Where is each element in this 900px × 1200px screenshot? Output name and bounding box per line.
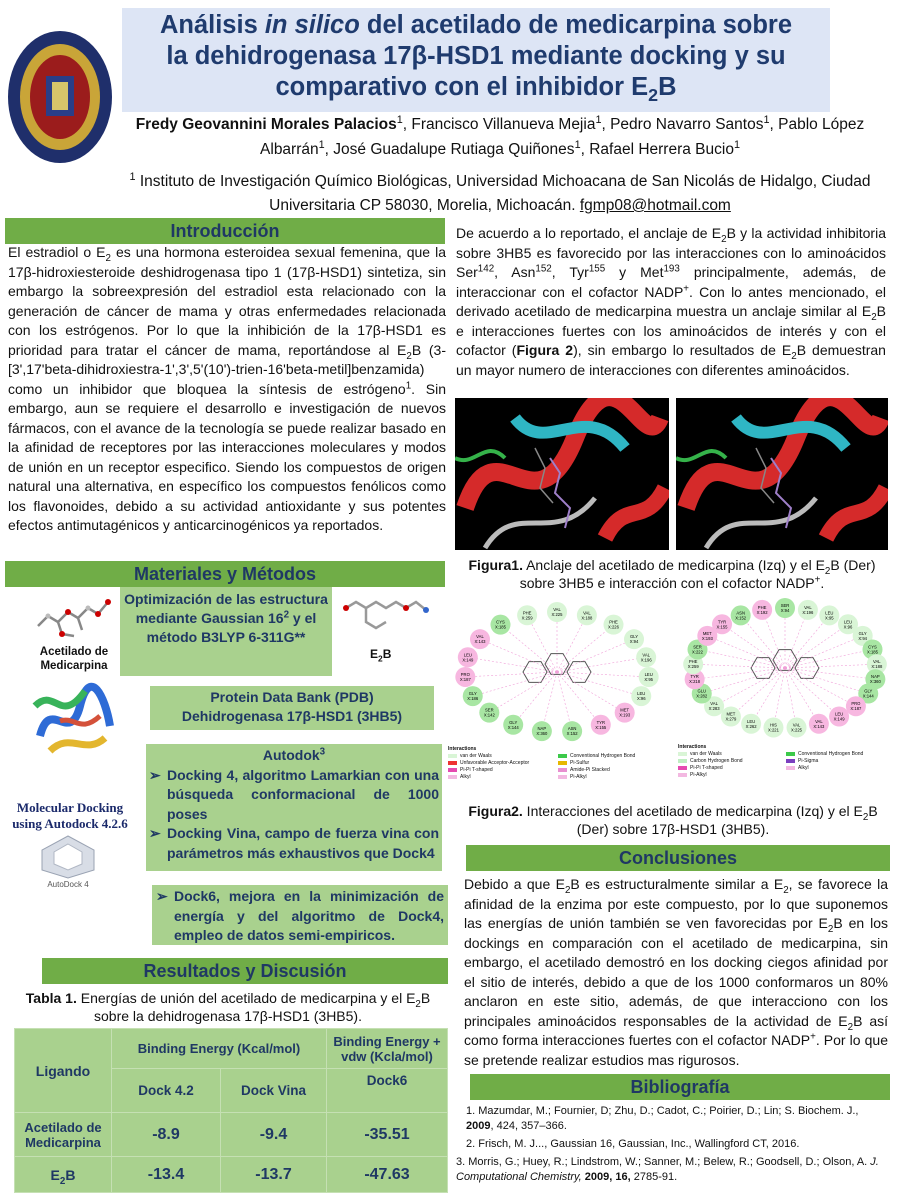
residue-label: X:193 (701, 635, 713, 641)
residue-label: MET (620, 707, 630, 713)
residue-label: PHE (609, 619, 618, 625)
legend-item: Conventional Hydrogen Bond (558, 752, 668, 759)
legend-item: van der Waals (678, 750, 786, 757)
residue-label: PHE (522, 610, 532, 616)
reference-3: 3. Morris, G.; Huey, R.; Lindstrom, W.; Sanner, M.; Belew, R.; Goodsell, D.; Olson, A. J. Computational Chemistry, 2009, 16, 2785-91. (456, 1156, 879, 1183)
legend-item: Alkyl (786, 764, 894, 771)
legend-item: Alkyl (448, 773, 558, 780)
legend-item: Pi-Pi T-shaped (678, 764, 786, 771)
residue-label: VAL (642, 652, 650, 658)
residue-label: SER (693, 644, 702, 650)
e2b-label: $E_2B$ (370, 647, 392, 664)
residue-label: VAL (710, 701, 718, 707)
residue-label: X:188 (871, 664, 883, 670)
acetilado-molecule-image (32, 586, 120, 642)
row2-dock42: -13.4 (112, 1157, 221, 1193)
residue-label: VAL (873, 659, 881, 665)
residue-label: CYS (496, 619, 505, 625)
reference-1: 1. Mazumdar, M.; Fournier, D; Zhu, D.; Cadot, C.; Poirier, D.; Lin; S. Biochem. J., 2009, 424, 357–366. (466, 1105, 859, 1132)
residue-label: X:96 (843, 624, 853, 630)
residue-label: X:155 (595, 724, 607, 730)
docking-image-acetilado (455, 398, 669, 550)
autodock4-logo (36, 834, 100, 880)
residue-label: X:193 (619, 712, 631, 718)
residue-label: X:187 (459, 676, 471, 682)
residue-label: X:283 (708, 706, 720, 712)
row1-vina: -9.4 (221, 1113, 327, 1157)
residue-label: TYR (690, 674, 699, 680)
residue-label: NAP (537, 726, 547, 732)
residue-label: PHE (757, 604, 767, 610)
dock6-box (152, 885, 448, 945)
residue-label: X:225 (551, 612, 563, 617)
residue-label: X:282 (696, 693, 708, 699)
th-dock6: Dock6 (327, 1069, 448, 1113)
residue-label: X:149 (462, 657, 474, 663)
interaction-legend-e2b: Interactions van der Waals Conventional Hydrogen Bond Carbon Hydrogen Bond Pi-Sigma Pi-Pi T-shaped Alkyl Pi-Alkyl (678, 744, 894, 778)
figure2-caption: Figura2. Interacciones del acetilado de medicarpina (Izq) y el $E_2B$ (Der) sobre 17β-HSD1 (3HB5). (468, 803, 878, 837)
section-materiales-metodos: Materiales y Métodos (5, 561, 445, 587)
residue-label: MET (702, 630, 712, 636)
section-resultados: Resultados y Discusión (42, 958, 448, 984)
residue-label: X:155 (716, 624, 728, 630)
th-ligando: Ligando (15, 1029, 112, 1113)
legend-item: Pi-Alkyl (558, 773, 668, 780)
residue-label: X:152 (566, 731, 578, 737)
molecular-docking-label: Molecular Docking using Autodock 4.2.6 (12, 800, 128, 831)
residue-label: X:185 (495, 624, 506, 630)
th-dock-vina: Dock Vina (221, 1069, 327, 1113)
interaction-map-acetilado (444, 596, 670, 798)
docking-image-e2b (676, 398, 888, 550)
residue-label: X:259 (521, 615, 533, 621)
email-link[interactable]: fgmp08@hotmail.com (579, 197, 731, 214)
residue-label: X:192 (756, 609, 768, 615)
residue-label: X:186 (467, 696, 479, 702)
residue-label: X:279 (725, 716, 737, 722)
residue-label: X:222 (692, 649, 703, 655)
legend-item: van der Waals (448, 752, 558, 759)
figure1-caption: Figura1. Anclaje del acetilado de medicarpina (Izq) y el $E_2B$ (Der) sobre 3HB5 e interacción con el cofactor NADP+. (468, 557, 876, 591)
residue-label: CYS (868, 644, 877, 650)
residue-label: LEU (747, 718, 756, 724)
reference-2: 2. Frisch, M. J..., Gaussian 16, Gaussian, Inc., Wallingford CT, 2016. (466, 1138, 800, 1150)
residue-label: X:187 (850, 706, 862, 712)
legend-item: Conventional Hydrogen Bond (786, 750, 894, 757)
residue-label: X:196 (640, 657, 652, 663)
residue-label: LEU (644, 671, 653, 677)
residue-label: VAL (583, 610, 591, 616)
residue-label: GLY (864, 688, 873, 694)
row2-vina: -13.7 (221, 1157, 327, 1193)
protein-ribbon-image (30, 676, 116, 758)
author-list: Fredy Geovannini Morales Palacios$^1$, Francisco Villanueva Mejia$^1$, Pedro Navarro Santos$^1$, Pablo López Albarrán$^1$, José Guadalupe Rutiaga Quiñones$^1$, Rafael Herrera Bucio$^1$ (135, 113, 865, 158)
e2b-molecule-image (342, 588, 434, 638)
residue-label: X:226 (608, 624, 619, 630)
residue-label: PHE (688, 659, 698, 665)
row2-ligando: $E_2B$ (15, 1157, 112, 1193)
pdb-box: Protein Data Bank (PDB) Dehidrogenasa 17β-HSD1 (3HB5) (150, 686, 434, 730)
row2-dock6: -47.63 (327, 1157, 448, 1193)
residue-label: X:95 (825, 615, 834, 621)
residue-label: X:152 (735, 615, 747, 621)
residue-label: GLU (697, 688, 707, 694)
legend-item: Pi-Alkyl (678, 771, 786, 778)
residue-label: PRO (460, 671, 470, 677)
residue-label: X:149 (833, 716, 845, 722)
section-introduccion: Introducción (5, 218, 445, 244)
residue-label: LEU (463, 652, 472, 658)
residue-label: X:188 (581, 615, 593, 621)
section-bibliografia: Bibliografía (470, 1074, 890, 1100)
residue-label: GLY (629, 634, 639, 640)
legend-item: Amide-Pi Stacked (558, 766, 668, 773)
th-dock42: Dock 4.2 (112, 1069, 221, 1113)
residue-label: X:259 (687, 664, 699, 670)
residue-label: X:196 (802, 609, 814, 615)
residue-label: VAL (804, 604, 812, 610)
residue-label: X:144 (507, 724, 519, 730)
residue-label: X:262 (745, 723, 757, 729)
poster-title: Análisis in silico del acetilado de medicarpina sobre la dehidrogenasa 17β-HSD1 mediante docking y su comparativo con el inhibidor $E_2B$ (159, 11, 793, 106)
interaction-legend-acetilado: Interactions van der Waals Conventional Hydrogen Bond Unfavorable Acceptor-Acceptor Pi-Sulfur Pi-Pi T-shaped Amide-Pi Stacked Alkyl Pi-Alkyl (448, 746, 668, 780)
residue-label: GLY (858, 630, 867, 636)
autodock4-label: AutoDock 4 (47, 880, 89, 889)
legend-item: Pi-Pi T-shaped (448, 766, 558, 773)
residue-label: PRO (851, 701, 861, 707)
row1-dock42: -8.9 (112, 1113, 221, 1157)
residue-label: X:360 (869, 679, 881, 685)
residue-label: VAL (815, 718, 823, 724)
acetilado-label: Acetilado de Medicarpina (39, 646, 109, 672)
table1-caption: Tabla 1. Energías de unión del acetilado de medicarpina y el $E_2B$ sobre la dehidrogenasa 17β-HSD1 (3HB5). (25, 990, 431, 1024)
residue-label: LEU (843, 619, 853, 625)
residue-label: X:94 (629, 639, 639, 645)
residue-label: GLY (468, 691, 477, 697)
residue-label: X:225 (791, 727, 803, 733)
autodock-bullet-1: ➢ Docking 4, algoritmo Lamarkian con una búsqueda conformacional de 1000 poses (149, 766, 439, 822)
residue-label: X:94 (780, 608, 790, 613)
residue-label: NAP (871, 674, 880, 680)
residue-label: SER (780, 603, 790, 608)
residue-label: LEU (834, 711, 844, 717)
residue-label: X:94 (858, 635, 867, 641)
residue-label: VAL (476, 634, 484, 640)
interaction-map-e2b (674, 590, 896, 796)
residue-label: TYR (596, 719, 605, 725)
row1-dock6: -35.51 (327, 1113, 448, 1157)
residue-label: VAL (792, 722, 801, 728)
reference-list (456, 1104, 888, 1185)
residue-label: ASN (567, 726, 577, 732)
residue-label: X:142 (483, 712, 495, 718)
legend-item: Pi-Sulfur (558, 759, 668, 766)
gaussian-box: Optimización de las estructura mediante Gaussian $16^2$ y el método B3LYP 6-311G** (120, 587, 332, 676)
residue-label: MET (726, 711, 736, 717)
affiliation: $^1$ Instituto de Investigación Químico Biológicas, Universidad Michoacana de San Nicolás de Hidalgo, Ciudad Universitaria CP 58030, Morelia, Michoacán. fgmp08@hotmail.com (129, 170, 871, 214)
residue-label: TYR (717, 619, 727, 625)
residue-label: VAL (553, 607, 561, 612)
legend-item: Pi-Sigma (786, 757, 894, 764)
residue-label: LEU (825, 610, 834, 616)
residue-label: X:185 (867, 649, 878, 655)
residue-label: LEU (637, 691, 646, 697)
section-conclusiones: Conclusiones (466, 845, 890, 871)
residue-label: X:360 (536, 731, 548, 737)
residue-label: X:95 (644, 676, 653, 682)
residue-label: X:143 (474, 639, 486, 645)
residue-label: SER (485, 707, 494, 713)
residue-label: X:143 (813, 723, 825, 729)
university-logo (6, 28, 114, 166)
row1-ligando: Acetilado de Medicarpina (15, 1113, 112, 1157)
legend-item: Carbon Hydrogen Bond (678, 757, 786, 764)
results-paragraph: De acuerdo a lo reportado, el anclaje de $E_2B$ y la actividad inhibitoria sobre 3HB5 es favorecido por las interacciones con lo aminoácidos Ser$^{142}$, Asn$^{152}$, Tyr$^{155}$ y Met$^{193}$ principalmente, además, de interaccionar con el cofactor NADP+. Con lo antes mencionado, el derivado acetilado de medicarpina muestra un anclaje similar al $E_2B$ e interacciones fuertes con los aminoácidos de interés y con el cofactor (Figura 2), sin embargo lo resultados de $E_2B$ demuestran un mayor numero de interacciones con diferentes aminoácidos. (456, 225, 886, 378)
intro-paragraph: El estradiol o $E_2$ es una hormona esteroidea sexual femenina, que la 17β-hidroxiesteroide deshidrogenasa tipo 1 (17β-HSD1) sintetiza, sin embargo la sobreexpresión del estradiol esta relacionado con la generación de cáncer de mama y otras enfermedades relacionada con los estrógenos. Por lo que la inhibición de la 17β-HSD1 es prioridad para tratar el cáncer de mama, reportándose al $E_2B$ (3-[3',17'beta-dihidroxiestra-1',3',5'(10')-trien-16'beta-metil]benzamida) como un inhibidor que bloquea la síntesis de estrógeno$^1$. Sin embargo, aun se requiere el desarrollo e investigación de nuevos fármacos, con el avance de la tecnología se puede realizar basado en la afinidad de receptores por las interacciones moleculares y modos de unión en un receptor especifico. Siendo los compuestos de origen natural una alternativa, en específico los compuestos fenólicos como los flavonoides, debido a su actividad antioxidante y sus potentes efectos antimutagénicos y anticarcinogénicos ya reportados. (8, 244, 446, 533)
residue-label: ASN (736, 610, 745, 616)
residue-label: X:221 (767, 727, 779, 733)
binding-energy-table (14, 1028, 448, 1193)
residue-label: GLY (509, 719, 518, 725)
autodock-bullet-3: ➢ Dock6, mejora en la minimización de energía y del algoritmo de Dock4, empleo de datos semi-empiricos. (156, 888, 444, 943)
residue-label: HIS (769, 722, 777, 728)
th-binding-energy: Binding Energy (Kcal/mol) (112, 1029, 327, 1069)
residue-label: X:144 (862, 693, 874, 699)
autodock-box: Autodok$^3$ ➢ Docking 4, algoritmo Lamarkian con una búsqueda conformacional de 1000 poses ➢ Docking Vina, campo de fuerza vina con parámetros más exhaustivos que Dock4 (146, 744, 442, 871)
conclusions-paragraph: Debido a que $E_2B$ es estructuralmente similar a $E_2$, se favorece la afinidad de la enzima por este compuesto, por lo que suponemos las energías de unión también se ven favorecidas por $E_2B$ en los dockings en comparación con el acetilado de medicarpina, sin embargo, el acetilado demostró en los docking ciegos afinidad por el sitio de interés, debido a que de los 1000 conformaros un 80% anclaron en este sitio, además, de que interacciono con los principales aminoácidos responsables de la actividad de $E_2B$ así como forma interacciones fuertes con el cofactor NADP+. Por lo que se pretende realizar estudios mas rigurosos. (464, 876, 889, 1068)
autodock-bullet-2: ➢ Docking Vina, campo de fuerza vina con parámetros más exhaustivos que Dock4 (149, 825, 439, 861)
residue-label: X:218 (689, 679, 701, 685)
th-binding-energy-vdw: Binding Energy + vdw (Kcla/mol) (327, 1029, 448, 1069)
residue-label: X:96 (636, 696, 646, 702)
legend-item: Unfavorable Acceptor-Acceptor (448, 759, 558, 766)
